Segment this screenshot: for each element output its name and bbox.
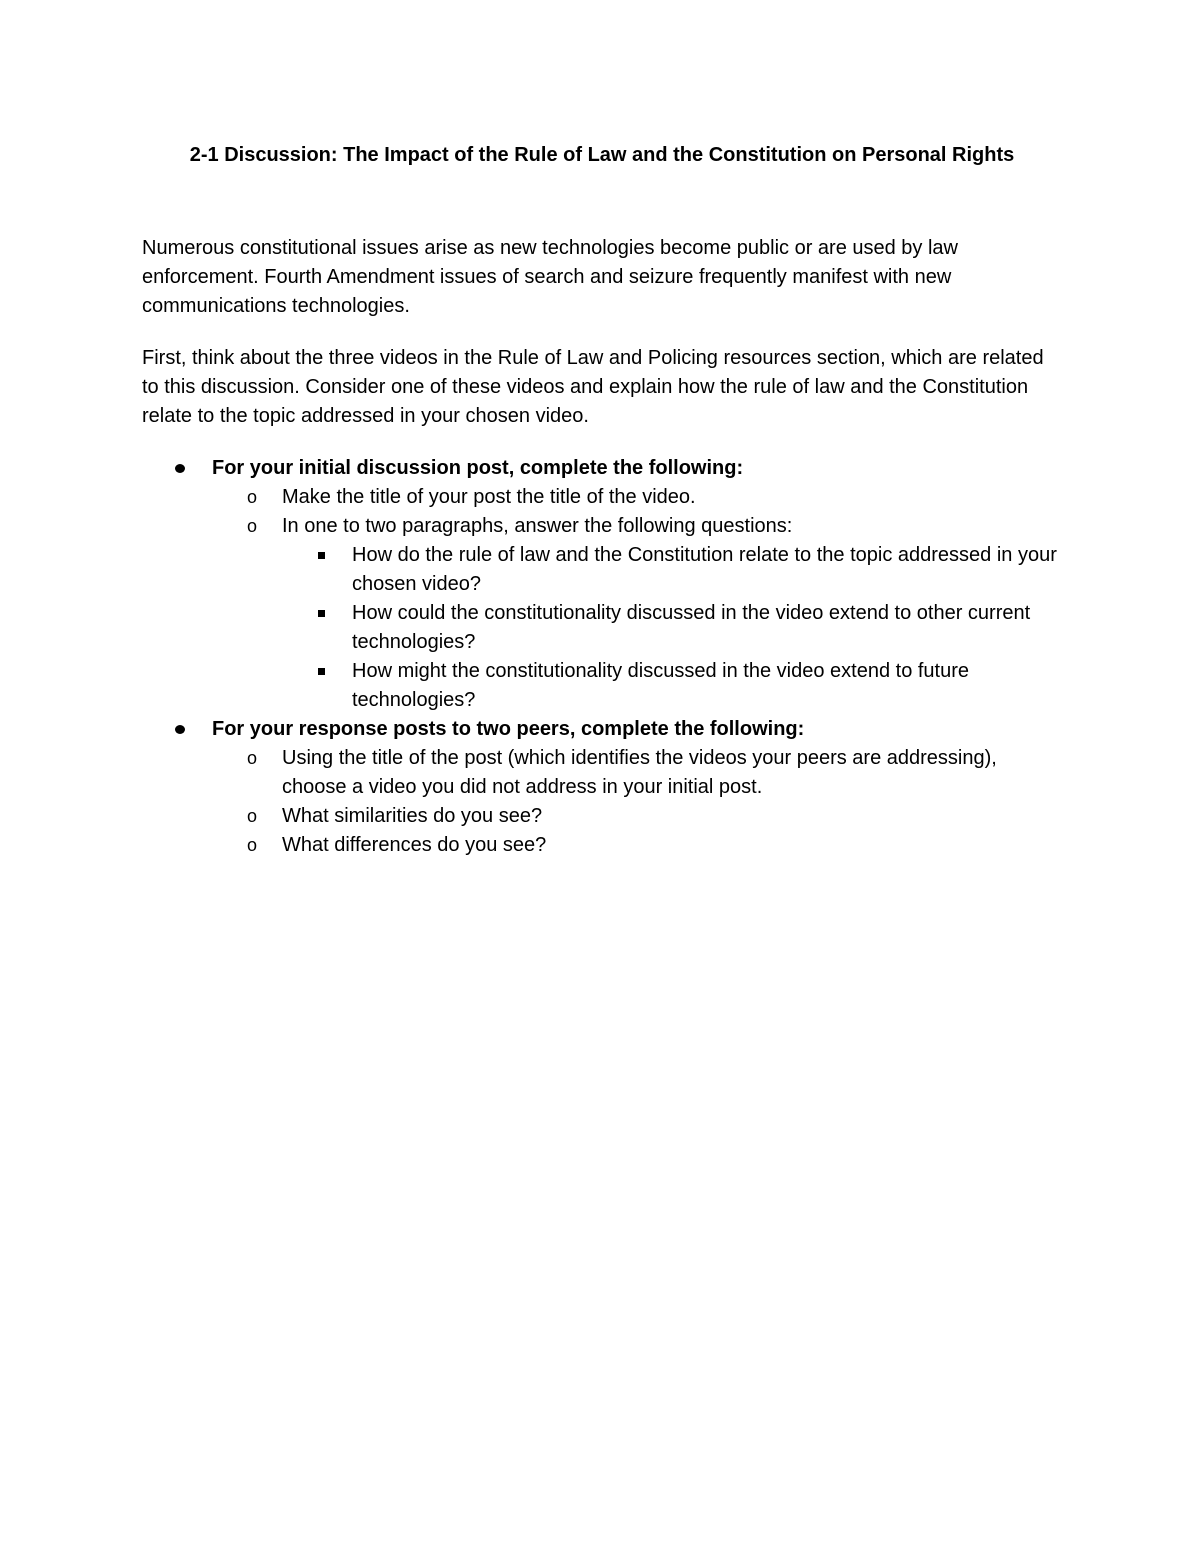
list-item-text: Make the title of your post the title of the video. xyxy=(282,486,696,508)
initial-post-section xyxy=(142,454,1062,715)
list-item xyxy=(212,744,1062,802)
list-item-text: What similarities do you see? xyxy=(282,805,543,827)
list-item xyxy=(212,831,1062,860)
circle-bullet-icon: o xyxy=(247,516,258,536)
questions-list xyxy=(282,541,1062,715)
circle-bullet-icon: o xyxy=(247,748,258,768)
list-item-text: What differences do you see? xyxy=(282,834,547,856)
square-bullet-icon xyxy=(318,610,325,617)
square-bullet-icon xyxy=(318,552,325,559)
list-item-text: Using the title of the post (which identifies the videos your peers are addressing), choose a video you did not address in your initial post. xyxy=(282,747,997,798)
initial-post-label: For your initial discussion post, complete the following: xyxy=(212,457,744,479)
intro-paragraph: Numerous constitutional issues arise as new technologies become public or are used by law enforcement. Fourth Amendment issues of search and seizure frequently manifest with new communications technologies. xyxy=(142,237,958,317)
response-posts-label: For your response posts to two peers, complete the following: xyxy=(212,718,805,740)
list-item-text: In one to two paragraphs, answer the following questions: xyxy=(282,515,793,537)
bullet-dot-icon xyxy=(175,725,185,734)
list-item xyxy=(212,512,1062,715)
document-content xyxy=(142,140,1062,860)
question-item xyxy=(282,657,1062,715)
circle-bullet-icon: o xyxy=(247,835,258,855)
question-text: How do the rule of law and the Constitution relate to the topic addressed in your chosen video? xyxy=(352,544,1057,595)
response-posts-section xyxy=(142,715,1062,860)
instructions-paragraph: First, think about the three videos in the Rule of Law and Policing resources section, which are related to this discussion. Consider one of these videos and explain how the rule of law and the Constitution relate to the topic addressed in your chosen video. xyxy=(142,347,1044,427)
question-text: How could the constitutionality discussed in the video extend to other current technologies? xyxy=(352,602,1031,653)
list-item xyxy=(212,802,1062,831)
square-bullet-icon xyxy=(318,668,325,675)
circle-bullet-icon: o xyxy=(247,806,258,826)
initial-post-items xyxy=(212,483,1062,715)
requirements-list xyxy=(142,454,1062,860)
list-item xyxy=(212,483,1062,512)
question-item xyxy=(282,599,1062,657)
response-posts-items xyxy=(212,744,1062,860)
question-item xyxy=(282,541,1062,599)
circle-bullet-icon: o xyxy=(247,487,258,507)
document-title: 2-1 Discussion: The Impact of the Rule of Law and the Constitution on Personal Rights xyxy=(189,144,1015,166)
bullet-dot-icon xyxy=(175,464,185,473)
question-text: How might the constitutionality discussed in the video extend to future technologies? xyxy=(352,660,970,711)
